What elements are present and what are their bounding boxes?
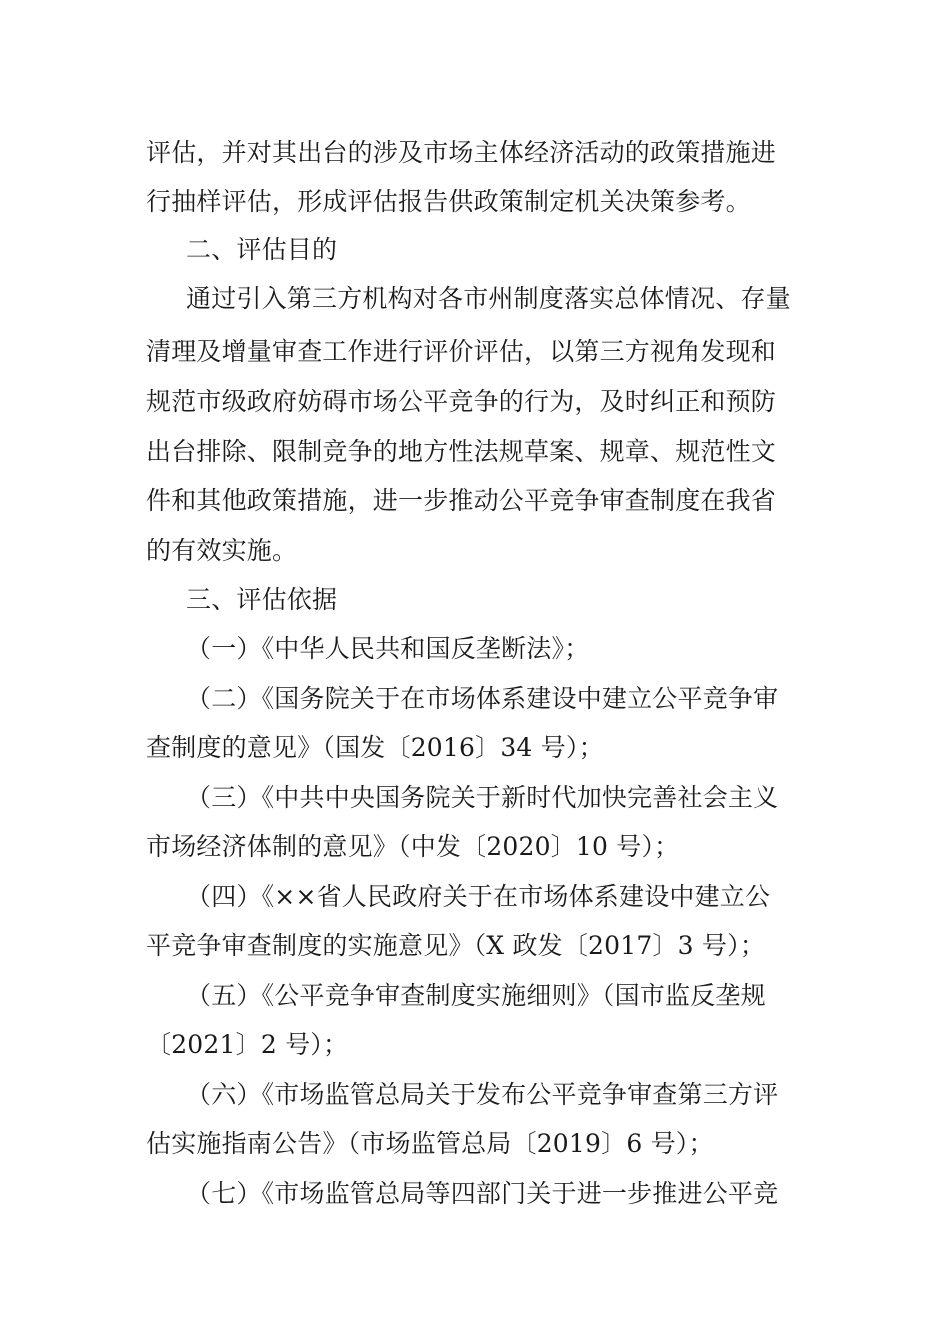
text-line: 通过引入第三方机构对各市州制度落实总体情况、存量 (186, 284, 791, 313)
list-item: （五）《公平竞争审查制度实施细则》（国市监反垄规 (186, 981, 766, 1010)
text-line: 平竞争审查制度的实施意见》（X 政发〔2017〕3 号）； (146, 931, 766, 960)
list-item: （六）《市场监管总局关于发布公平竞争审查第三方评 (186, 1080, 779, 1109)
section-heading: 二、评估目的 (186, 235, 338, 264)
text-line: 评估，并对其出台的涉及市场主体经济活动的政策措施进 (146, 138, 777, 167)
text-line: 规范市级政府妨碍市场公平竞争的行为，及时纠正和预防 (146, 387, 777, 416)
text-line: 行抽样评估，形成评估报告供政策制定机关决策参考。 (146, 187, 751, 216)
text-line: 估实施指南公告》（市场监管总局〔2019〕6 号）； (146, 1129, 714, 1158)
list-item: （七）《市场监管总局等四部门关于进一步推进公平竞 (186, 1179, 779, 1208)
text-line: 查制度的意见》（国发〔2016〕34 号）； (146, 733, 604, 762)
text-line: 件和其他政策措施，进一步推动公平竞争审查制度在我省 (146, 486, 777, 515)
text-line: 市场经济体制的意见》（中发〔2020〕10 号）； (146, 832, 680, 861)
list-item: （一）《中华人民共和国反垄断法》； (186, 634, 590, 663)
list-item: （四）《××省人民政府关于在市场体系建设中建立公 (186, 882, 771, 911)
text-line: 〔2021〕2 号）； (146, 1030, 349, 1059)
text-line: 的有效实施。 (146, 536, 298, 565)
list-item: （三）《中共中央国务院关于新时代加快完善社会主义 (186, 783, 779, 812)
text-line: 出台排除、限制竞争的地方性法规草案、规章、规范性文 (146, 437, 777, 466)
section-heading: 三、评估依据 (186, 585, 338, 614)
list-item: （二）《国务院关于在市场体系建设中建立公平竞争审 (186, 684, 779, 713)
text-line: 清理及增量审查工作进行评价评估，以第三方视角发现和 (146, 337, 777, 366)
